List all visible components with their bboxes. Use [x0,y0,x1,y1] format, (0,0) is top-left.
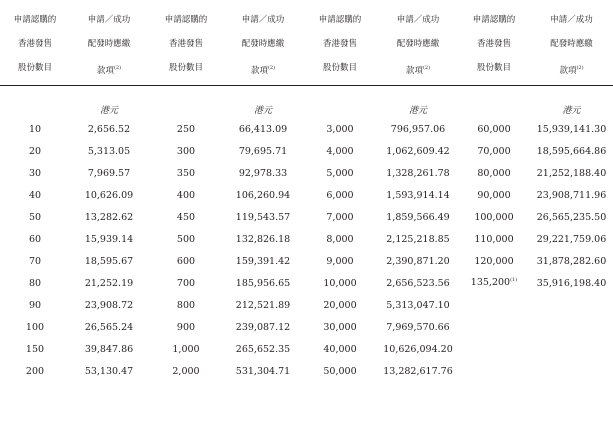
shares-cell [302,206,378,228]
amount-cell: 23,908.72 [84,299,134,311]
amount-cell: 2,656,523.56 [386,277,450,289]
amount-cell: 29,221,759.06 [536,233,607,245]
amount-cell: 106,260.94 [235,189,291,201]
shares-cell [458,338,530,360]
header-amount-text: 款項 [559,65,577,76]
shares-value: 450 [176,211,196,223]
header-shares-4 [458,0,530,86]
shares-value: 900 [176,321,196,333]
shares-value: 110,000 [474,233,514,245]
shares-value: 250 [176,123,196,135]
shares-cell [148,206,224,228]
amount-cell: 13,282,617.76 [383,365,453,377]
unit-row [0,86,613,118]
shares-cell [458,294,530,316]
shares-cell [148,294,224,316]
amount-cell: 21,252.19 [84,277,134,289]
shares-value: 20 [28,145,42,157]
amount-cell: 35,916,198.40 [536,277,607,289]
shares-cell [302,162,378,184]
shares-cell [302,140,378,162]
header-amount-line: 申請／成功 [87,15,131,25]
shares-cell [0,228,70,250]
shares-value: 150 [25,343,45,355]
amount-cell: 132,826.18 [235,233,291,245]
amount-cell [530,360,613,382]
amount-cell: 10,626,094.20 [383,343,453,355]
shares-cell [0,118,70,140]
header-amount-line: 申請／成功 [241,15,285,25]
shares-cell [458,162,530,184]
shares-cell [458,206,530,228]
header-shares-line: 申請認購的 [318,15,362,25]
shares-value: 300 [176,145,196,157]
amount-cell: 5,313.05 [87,145,131,157]
table-row [0,338,613,360]
amount-cell: 13,282.62 [84,211,134,223]
shares-value: 60 [28,233,42,245]
shares-cell [302,294,378,316]
amount-cell: 5,313,047.10 [386,299,450,311]
shares-value: 3,000 [326,123,354,135]
header-amount-line [536,56,607,80]
shares-value: 10 [28,123,42,135]
shares-value: 30 [28,167,42,179]
unit-label: 港元 [562,106,581,116]
table-body [0,86,613,382]
header-amount-line: 配發時應繳 [550,39,593,49]
shares-cell [0,294,70,316]
shares-value: 600 [176,255,196,267]
shares-cell [148,184,224,206]
unit-blank [0,86,70,118]
header-shares-line: 股份數目 [17,63,52,73]
amount-cell: 39,847.86 [84,343,134,355]
footnote-marker: (2) [576,65,584,71]
header-amount-line: 配發時應繳 [396,39,440,49]
amount-cell [530,338,613,360]
shares-cell [148,338,224,360]
header-amount-2 [224,0,302,86]
amount-cell: 92,978.33 [238,167,288,179]
shares-value: 400 [176,189,196,201]
shares-cell [458,360,530,382]
header-shares-line: 股份數目 [168,63,203,73]
header-amount-line [230,56,296,80]
shares-cell [302,250,378,272]
table-row [0,316,613,338]
shares-cell [0,272,70,294]
header-shares-line: 申請認購的 [164,15,208,25]
shares-cell [148,162,224,184]
header-amount-line [76,56,142,80]
header-row [0,0,613,86]
header-amount-line: 申請／成功 [396,15,440,25]
shares-cell [0,316,70,338]
amount-cell: 265,652.35 [235,343,291,355]
shares-cell [302,228,378,250]
shares-value: 10,000 [323,277,357,289]
shares-value: 8,000 [326,233,354,245]
shares-value: 5,000 [326,167,354,179]
header-amount-text: 款項 [96,65,114,76]
shares-cell [458,184,530,206]
header-amount-3 [378,0,458,86]
amount-cell: 531,304.71 [235,365,291,377]
footnote-marker: (1) [510,277,518,284]
shares-cell [302,316,378,338]
shares-cell [0,360,70,382]
amount-cell: 21,252,188.40 [536,167,607,179]
shares-value: 1,000 [172,343,200,355]
amount-cell: 7,969.57 [87,167,131,179]
header-amount-line: 申請／成功 [550,15,593,25]
shares-value: 500 [176,233,196,245]
shares-cell [302,184,378,206]
shares-cell [148,316,224,338]
unit-label: 港元 [408,106,427,116]
amount-cell: 1,859,566.49 [386,211,450,223]
header-amount-text: 款項 [250,65,268,76]
shares-value: 6,000 [326,189,354,201]
amount-cell: 239,087.12 [235,321,291,333]
header-shares-line: 申請認購的 [472,15,516,25]
header-shares-line: 香港發售 [17,39,52,49]
shares-cell [302,360,378,382]
shares-value: 135,200 [470,277,511,289]
header-shares-line: 香港發售 [168,39,203,49]
shares-value: 40,000 [323,343,357,355]
amount-cell: 10,626.09 [84,189,134,201]
shares-value: 70 [28,255,42,267]
shares-value: 80,000 [477,167,511,179]
shares-cell [458,316,530,338]
amount-cell: 15,939,141.30 [536,123,607,135]
shares-value: 700 [176,277,196,289]
table-row [0,206,613,228]
amount-cell: 53,130.47 [84,365,134,377]
header-shares-2 [148,0,224,86]
shares-cell [458,272,530,294]
shares-cell [0,250,70,272]
amount-cell: 79,695.71 [238,145,288,157]
shares-cell [148,118,224,140]
shares-value: 20,000 [323,299,357,311]
shares-cell [148,360,224,382]
amount-cell: 23,908,711.96 [536,189,607,201]
amount-cell: 15,939.14 [84,233,134,245]
table-row [0,294,613,316]
shares-value: 60,000 [477,123,511,135]
amount-cell: 18,595,664.86 [536,145,607,157]
unit-blank [458,86,530,118]
header-shares-line: 股份數目 [476,63,511,73]
shares-value: 30,000 [323,321,357,333]
amount-cell: 7,969,570.66 [386,321,450,333]
amount-cell: 796,957.06 [390,123,446,135]
shares-value: 7,000 [326,211,354,223]
shares-cell [148,140,224,162]
shares-value: 90,000 [477,189,511,201]
header-shares-1 [0,0,70,86]
header-shares-line: 申請認購的 [13,15,57,25]
shares-cell [458,250,530,272]
amount-cell: 26,565.24 [84,321,134,333]
shares-cell [0,206,70,228]
shares-cell [302,338,378,360]
shares-value: 800 [176,299,196,311]
table-row [0,250,613,272]
amount-cell: 1,593,914.14 [386,189,450,201]
shares-value: 100 [25,321,45,333]
header-amount-text: 款項 [405,65,423,76]
amount-cell: 1,062,609.42 [386,145,450,157]
shares-value: 9,000 [326,255,354,267]
footnote-marker: (2) [422,65,431,71]
table-row [0,162,613,184]
shares-cell [458,140,530,162]
header-shares-line: 股份數目 [322,63,357,73]
unit-blank [148,86,224,118]
amount-cell: 212,521.89 [235,299,291,311]
unit-blank [302,86,378,118]
header-amount-line: 配發時應繳 [241,39,285,49]
table-row [0,140,613,162]
table-row [0,118,613,140]
shares-cell [302,272,378,294]
unit-label: 港元 [99,106,118,116]
shares-value: 100,000 [474,211,514,223]
shares-cell [0,162,70,184]
header-shares-line: 香港發售 [322,39,357,49]
shares-value: 200 [25,365,45,377]
table-row [0,228,613,250]
shares-value: 40 [28,189,42,201]
amount-cell: 26,565,235.50 [536,211,607,223]
shares-value: 90 [28,299,42,311]
shares-value: 50,000 [323,365,357,377]
footnote-marker: (2) [267,65,276,71]
shares-cell [0,140,70,162]
shares-cell [458,228,530,250]
amount-cell: 119,543.57 [235,211,291,223]
shares-value: 120,000 [474,255,514,267]
amount-cell: 31,878,282.60 [536,255,607,267]
table-row [0,184,613,206]
amount-cell: 66,413.09 [238,123,288,135]
shares-value: 350 [176,167,196,179]
shares-cell [458,118,530,140]
table-row [0,360,613,382]
amount-cell: 185,956.65 [235,277,291,289]
amount-cell: 18,595.67 [84,255,134,267]
amount-cell: 2,656.52 [87,123,131,135]
shares-value: 70,000 [477,145,511,157]
header-amount-1 [70,0,148,86]
shares-value: 50 [28,211,42,223]
footnote-marker: (2) [113,65,122,71]
header-amount-4 [530,0,613,86]
amount-cell [530,294,613,316]
shares-cell [148,228,224,250]
amount-cell: 2,125,218.85 [386,233,450,245]
header-shares-3 [302,0,378,86]
shares-value: 2,000 [172,365,200,377]
header-shares-line: 香港發售 [476,39,511,49]
shares-cell [0,184,70,206]
amount-cell: 1,328,261.78 [386,167,450,179]
shares-cell [148,250,224,272]
shares-cell [302,118,378,140]
shares-cell [0,338,70,360]
amount-cell [530,316,613,338]
shares-value: 4,000 [326,145,354,157]
header-amount-line [384,56,452,80]
unit-label: 港元 [253,106,272,116]
shares-value: 80 [28,277,42,289]
table-row [0,272,613,294]
amount-cell: 2,390,871.20 [386,255,450,267]
shares-cell [148,272,224,294]
amount-cell: 159,391.42 [235,255,291,267]
header-amount-line: 配發時應繳 [87,39,131,49]
